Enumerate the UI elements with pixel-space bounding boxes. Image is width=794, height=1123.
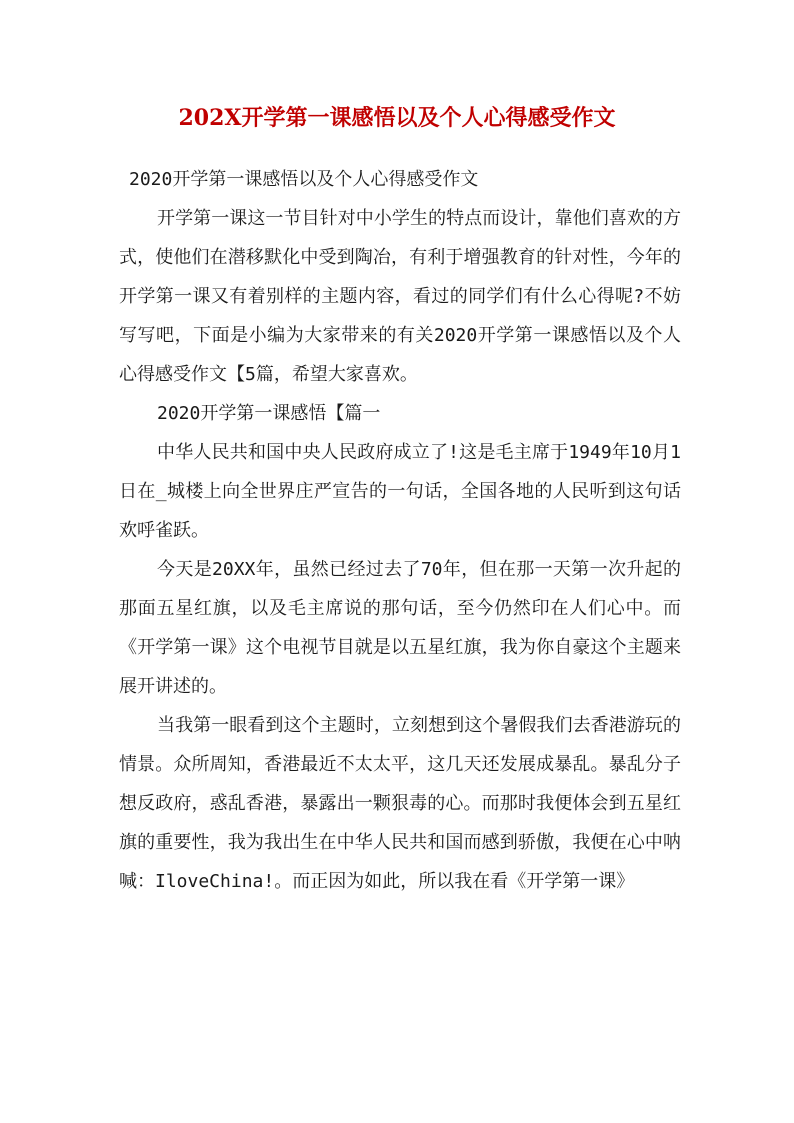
body-paragraph: 中华人民共和国中央人民政府成立了!这是毛主席于1949年10月1日在_城楼上向全世界庄严宣告的一句话，全国各地的人民听到这句话欢呼雀跃。 xyxy=(119,442,681,541)
document-subtitle: 2020开学第一课感悟以及个人心得感受作文 xyxy=(129,169,479,190)
document-body xyxy=(119,160,681,901)
section-heading: 2020开学第一课感悟【篇一 xyxy=(157,403,381,424)
body-paragraph: 当我第一眼看到这个主题时，立刻想到这个暑假我们去香港游玩的情景。众所周知，香港最近不太太平，这几天还发展成暴乱。暴乱分子想反政府，惑乱香港，暴露出一颗狠毒的心。而那时我便体会到五星红旗的重要性，我为我出生在中华人民共和国而感到骄傲，我便在心中呐喊：IloveChina!。而正因为如此，所以我在看《开学第一课》 xyxy=(119,715,681,892)
document-title: 202X开学第一课感悟以及个人心得感受作文 xyxy=(178,105,616,131)
body-paragraph: 今天是20XX年，虽然已经过去了70年，但在那一天第一次升起的那面五星红旗，以及毛主席说的那句话，至今仍然印在人们心中。而《开学第一课》这个电视节目就是以五星红旗，我为你自豪这个主题来展开讲述的。 xyxy=(119,559,681,697)
intro-paragraph: 开学第一课这一节目针对中小学生的特点而设计，靠他们喜欢的方式，使他们在潜移默化中受到陶冶，有利于增强教育的针对性，今年的开学第一课又有着别样的主题内容，看过的同学们有什么心得呢?不妨写写吧，下面是小编为大家带来的有关2020开学第一课感悟以及个人心得感受作文【5篇，希望大家喜欢。 xyxy=(119,208,681,385)
